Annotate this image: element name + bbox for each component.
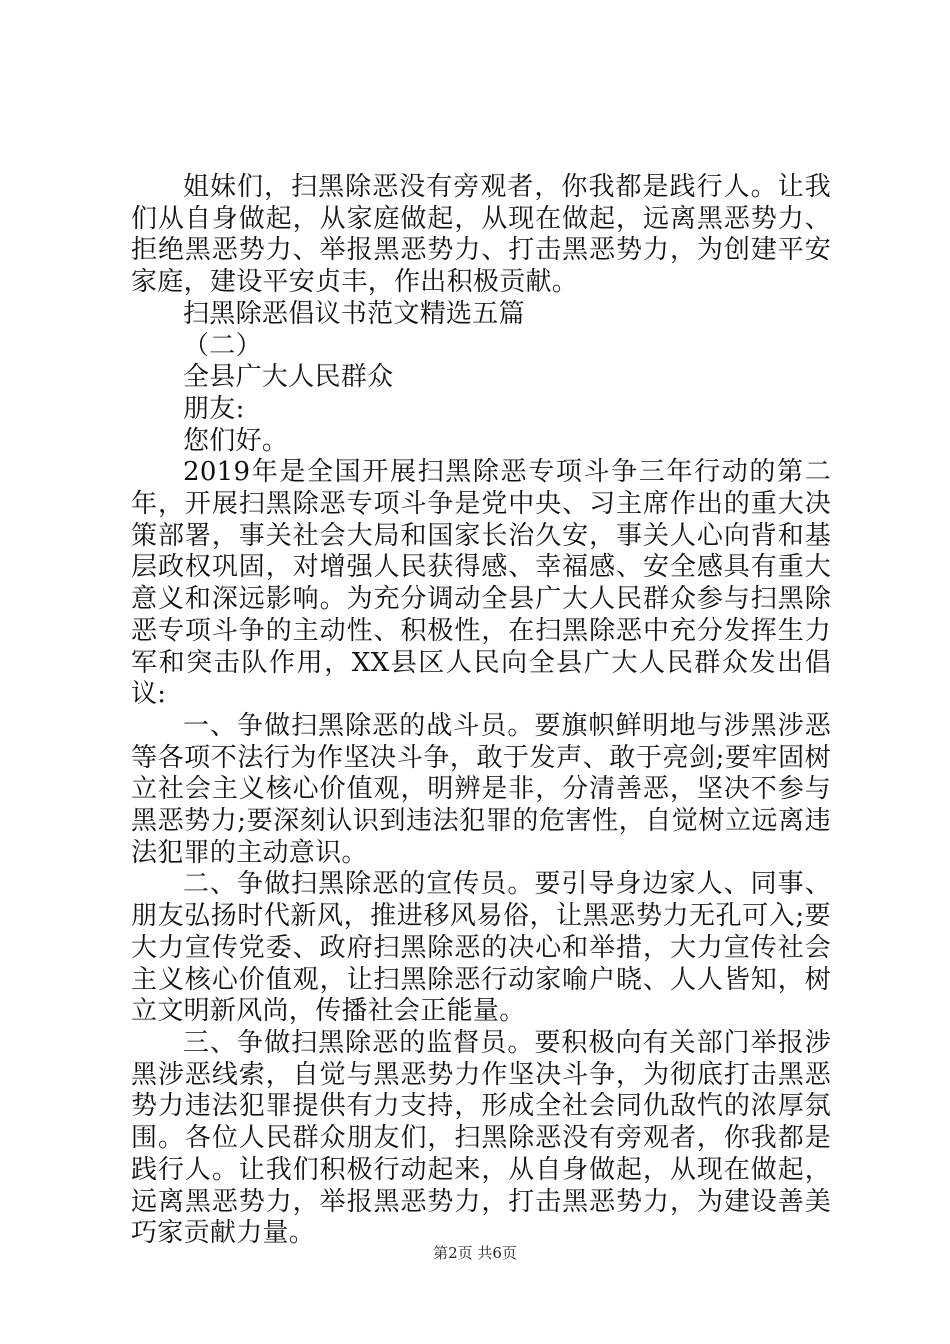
point-three-paragraph: 三、争做扫黑除恶的监督员。要积极向有关部门举报涉黑涉恶线索，自觉与黑恶势力作坚决斗争，为彻底打击黑恶势力违法犯罪提供有力支持，形成全社会同仇敌忾的浓厚氛围。各位人民群众朋友们，扫黑除恶没有旁观者，你我都是践行人。让我们积极行动起来，从自身做起，从现在做起，远离黑恶势力，举报黑恶势力，打击黑恶势力，为建设善美巧家贡献力量。 [131,1027,831,1249]
article-title: 扫黑除恶倡议书范文精选五篇 [183,298,525,329]
intro-paragraph: 2019年是全国开展扫黑除恶专项斗争三年行动的第二年，开展扫黑除恶专项斗争是党中央、习主席作出的重大决策部署，事关社会大局和国家长治久安，事关人心向背和基层政权巩固，对增强人民获得感、幸福感、安全感具有重大意义和深远影响。为充分调动全县广大人民群众参与扫黑除恶专项斗争的主动性、积极性，在扫黑除恶中充分发挥生力军和突击队作用，XX县区人民向全县广大人民群众发出倡议: [131,457,831,710]
page-number-footer: 第2页 共6页 [433,1244,517,1262]
salutation-friends: 朋友: [183,393,245,424]
salutation-recipient: 全县广大人民群众 [183,362,394,393]
document-body [131,172,831,1250]
closing-paragraph: 姐妹们，扫黑除恶没有旁观者，你我都是践行人。让我们从自身做起，从家庭做起，从现在做起，远离黑恶势力、拒绝黑恶势力、举报黑恶势力、打击黑恶势力，为创建平安家庭，建设平安贞丰，作出积极贡献。 [131,172,831,298]
point-two-paragraph: 二、争做扫黑除恶的宣传员。要引导身边家人、同事、朋友弘扬时代新风，推进移风易俗，让黑恶势力无孔可入;要大力宣传党委、政府扫黑除恶的决心和举措，大力宣传社会主义核心价值观，让扫黑除恶行动家喻户晓、人人皆知，树立文明新风尚，传播社会正能量。 [131,869,831,1027]
point-one-paragraph: 一、争做扫黑除恶的战斗员。要旗帜鲜明地与涉黑涉恶等各项不法行为作坚决斗争，敢于发声、敢于亮剑;要牢固树立社会主义核心价值观，明辨是非，分清善恶，坚决不参与黑恶势力;要深刻认识到违法犯罪的危害性，自觉树立远离违法犯罪的主动意识。 [131,710,831,868]
greeting: 您们好。 [183,425,289,456]
section-number: （二） [183,330,262,361]
